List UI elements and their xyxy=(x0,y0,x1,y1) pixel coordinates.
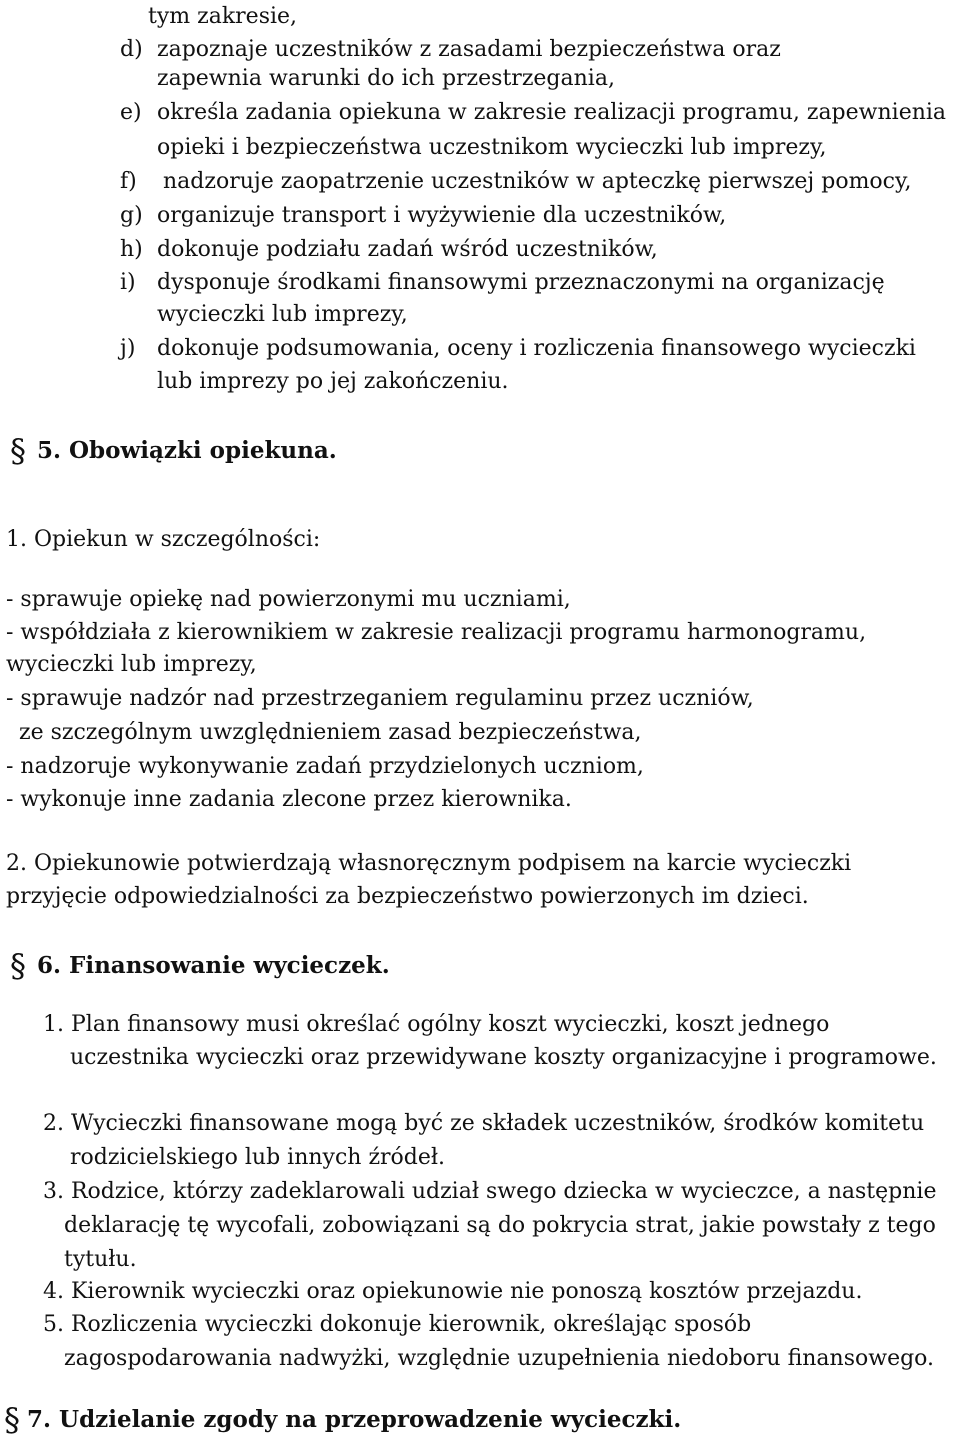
section-7-heading xyxy=(4,1402,704,1438)
item-h-label: h) xyxy=(120,237,143,262)
item-f-label: f) xyxy=(120,169,137,194)
item-e-line2: opieki i bezpieczeństwa uczestnikom wycieczki lub imprezy, xyxy=(157,135,827,160)
finance-item-4-line1: 4. Kierownik wycieczki oraz opiekunowie nie ponoszą kosztów przejazdu. xyxy=(43,1279,863,1304)
item-d-line1: zapoznaje uczestników z zasadami bezpieczeństwa oraz xyxy=(157,37,781,62)
section-6-heading xyxy=(10,948,430,984)
paragraph-sign-icon: § xyxy=(10,432,26,470)
duty-line-6: - nadzoruje wykonywanie zadań przydzielonych uczniom, xyxy=(6,754,644,779)
item-j-line2: lub imprezy po jej zakończeniu. xyxy=(157,369,509,394)
item-g-label: g) xyxy=(120,203,143,228)
duty-line-3: wycieczki lub imprezy, xyxy=(6,652,257,677)
section-5-p2-line1: 2. Opiekunowie potwierdzają własnoręcznym podpisem na karcie wycieczki xyxy=(6,851,852,876)
duty-line-1: - sprawuje opiekę nad powierzonymi mu uczniami, xyxy=(6,587,571,612)
finance-item-1-line1: 1. Plan finansowy musi określać ogólny koszt wycieczki, koszt jednego xyxy=(43,1012,830,1037)
section-5-heading xyxy=(10,433,410,469)
item-j-line1: dokonuje podsumowania, oceny i rozliczenia finansowego wycieczki xyxy=(157,336,916,361)
item-i-line1: dysponuje środkami finansowymi przeznaczonymi na organizację xyxy=(157,270,885,295)
section-5-intro: 1. Opiekun w szczególności: xyxy=(6,527,321,552)
item-h-line1: dokonuje podziału zadań wśród uczestników, xyxy=(157,237,658,262)
duty-line-2: - współdziała z kierownikiem w zakresie realizacji programu harmonogramu, xyxy=(6,620,867,645)
paragraph-sign-icon: § xyxy=(10,947,26,985)
finance-item-5-line1: 5. Rozliczenia wycieczki dokonuje kierownik, określając sposób xyxy=(43,1312,752,1337)
item-f-line1: nadzoruje zaopatrzenie uczestników w apteczkę pierwszej pomocy, xyxy=(163,169,912,194)
finance-item-5-line2: zagospodarowania nadwyżki, względnie uzupełnienia niedoboru finansowego. xyxy=(64,1346,935,1371)
section-5-p2-line2: przyjęcie odpowiedzialności za bezpieczeństwo powierzonych im dzieci. xyxy=(6,884,809,909)
paragraph-sign-icon: § xyxy=(4,1401,20,1439)
duty-line-7: - wykonuje inne zadania zlecone przez kierownika. xyxy=(6,787,572,812)
item-d-label: d) xyxy=(120,37,143,62)
section-5-title: 5. Obowiązki opiekuna. xyxy=(37,437,337,464)
item-g-line1: organizuje transport i wyżywienie dla uczestników, xyxy=(157,203,727,228)
finance-item-1-line2: uczestnika wycieczki oraz przewidywane koszty organizacyjne i programowe. xyxy=(70,1045,937,1070)
item-c-tail: tym zakresie, xyxy=(148,4,298,29)
item-e-line1: określa zadania opiekuna w zakresie realizacji programu, zapewnienia xyxy=(157,100,947,125)
section-7-title: 7. Udzielanie zgody na przeprowadzenie wycieczki. xyxy=(27,1406,682,1433)
duty-line-4: - sprawuje nadzór nad przestrzeganiem regulaminu przez uczniów, xyxy=(6,686,754,711)
section-6-title: 6. Finansowanie wycieczek. xyxy=(37,952,390,979)
duty-line-5: ze szczególnym uwzględnieniem zasad bezpieczeństwa, xyxy=(19,720,642,745)
finance-item-2-line2: rodzicielskiego lub innych źródeł. xyxy=(70,1145,446,1170)
item-e-label: e) xyxy=(120,100,142,125)
item-i-line2: wycieczki lub imprezy, xyxy=(157,302,408,327)
finance-item-3-line2: deklarację tę wycofali, zobowiązani są do pokrycia strat, jakie powstały z tego xyxy=(64,1213,936,1238)
finance-item-3-line1: 3. Rodzice, którzy zadeklarowali udział swego dziecka w wycieczce, a następnie xyxy=(43,1179,937,1204)
finance-item-2-line1: 2. Wycieczki finansowane mogą być ze składek uczestników, środków komitetu xyxy=(43,1111,925,1136)
item-d-line2: zapewnia warunki do ich przestrzegania, xyxy=(157,66,615,91)
item-i-label: i) xyxy=(120,270,136,295)
item-j-label: j) xyxy=(120,336,136,361)
finance-item-3-line3: tytułu. xyxy=(64,1247,137,1272)
